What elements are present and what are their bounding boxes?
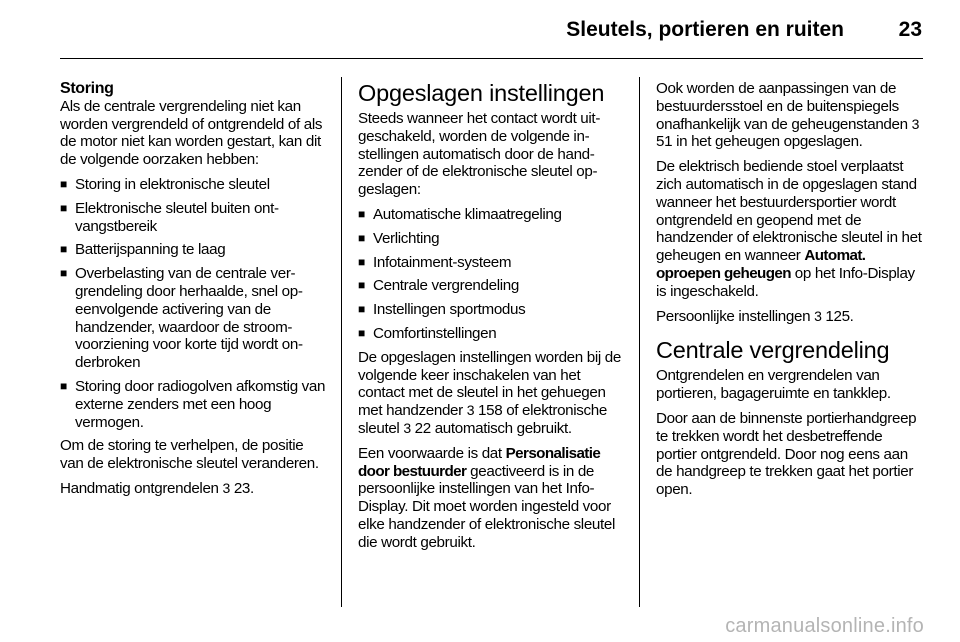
bullet-icon: ■: [358, 302, 365, 317]
page-number: 23: [898, 18, 922, 41]
list-item: [358, 206, 624, 224]
saved-settings-list: [358, 206, 624, 343]
list-item: [60, 378, 326, 431]
saved-settings-intro: Steeds wanneer het contact wordt uitgeschakeld, worden de volgende instellingen automatisch door de handzender of de elektronische sleutel opgeslagen:: [358, 110, 601, 199]
page-reference-number[interactable]: 125.: [825, 307, 854, 325]
bullet-icon: ■: [358, 254, 365, 269]
column-1: [60, 80, 326, 505]
list-item-text: Verlichting: [373, 229, 440, 247]
saved-settings-usage: De opgeslagen instellingen worden bij de volgende keer inschakelen van het contact met de sleutel in het gehuegen met handzender 3 158 of elektronische sleutel 3 22 automatisch gebruikt.: [358, 348, 621, 437]
page-reference-icon: 3: [222, 479, 230, 496]
page-reference-icon: 3: [403, 419, 411, 436]
saved-settings-heading: Opgeslagen instellingen: [358, 80, 605, 106]
bullet-icon: ■: [60, 176, 67, 191]
list-item: [60, 241, 326, 259]
watermark: carmanualsonline.info: [725, 615, 924, 637]
list-item-text: Elektronische sleutel buiten ontvangstbereik: [75, 199, 280, 235]
door-handle-info: Door aan de binnenste portierhandgreep te trekken wordt het desbetreffende portier ontgrendeld. Door nog eens aan de handgreep te trekken gaat het portier open.: [656, 409, 917, 499]
bullet-icon: ■: [358, 325, 365, 340]
list-item-text: Centrale vergrendeling: [373, 277, 519, 295]
bullet-icon: ■: [60, 200, 67, 215]
bullet-icon: ■: [60, 266, 67, 281]
storing-remedy: Om de storing te verhelpen, de positie van de elektronische sleutel veranderen.: [60, 437, 319, 473]
list-item-text: Storing in elektronische sleutel: [75, 175, 270, 193]
list-item-text: Comfortinstellingen: [373, 324, 497, 342]
column-3: [656, 80, 922, 506]
page-reference-icon: 3: [911, 115, 920, 132]
bullet-icon: ■: [358, 230, 365, 245]
list-item-text: Batterijspanning te laag: [75, 241, 226, 259]
storing-heading: Storing: [60, 80, 114, 97]
header-title: Sleutels, portieren en ruiten: [566, 18, 844, 41]
bullet-icon: ■: [60, 378, 67, 393]
list-item-text: Automatische klimaatregeling: [373, 205, 562, 223]
page-reference-number[interactable]: 158: [478, 402, 503, 420]
column-2: [358, 80, 624, 559]
list-item-text: Infotainment-systeem: [373, 253, 512, 271]
list-item-text: Storing door radiogolven afkomstig van externe zenders met een hoog vermogen.: [75, 377, 326, 431]
page-reference-number[interactable]: 22: [414, 419, 431, 437]
seat-mirror-memory: Ook worden de aanpassingen van de bestuurdersstoel en de buitenspiegels onafhankelijk van de geheugenstanden 3 51 in het geheugen opgeslagen.: [656, 80, 920, 151]
list-item-text: Overbelasting van de centrale vergrendeling door herhaalde, snel opeenvolgende activering van de handzender, waardoor de stroomvoorziening voor korte tijd wordt onderbroken: [75, 265, 303, 372]
bullet-icon: ■: [60, 242, 67, 257]
column-divider-2: [639, 77, 640, 607]
menu-term-personalisatie: Personalisatie door bestuurder: [358, 444, 601, 480]
page-reference-number[interactable]: 51: [656, 133, 673, 151]
list-item: [60, 265, 326, 372]
list-item: [358, 254, 624, 272]
manual-unlock-reference: Handmatig ontgrendelen 3 23.: [60, 479, 254, 497]
header-divider: [60, 58, 923, 59]
storing-cause-list: [60, 176, 326, 431]
list-item-text: Instellingen sportmodus: [373, 301, 526, 319]
storing-intro: Als de centrale vergrendeling niet kan worden vergrendeld of ontgrendeld of als de motor niet kan worden gestart, kan dit de volgende oorzaken hebben:: [60, 97, 323, 169]
menu-term-automat: Automat. oproepen geheugen: [656, 247, 866, 282]
central-locking-heading: Centrale vergrendeling: [656, 337, 890, 364]
central-locking-intro: Ontgrendelen en vergrendelen van portieren, bagageruimte en tankklep.: [656, 367, 891, 403]
page-reference-icon: 3: [466, 402, 475, 419]
seat-auto-position: De elektrisch bediende stoel verplaatst zich automatisch in de opgeslagen stand wanneer het bestuurdersportier wordt ontgrendeld en geopend met de handzender of elektronische sleutel in het geheugen en wanneer Automat. oproepen geheugen op het Info-Display is ingeschakeld.: [656, 158, 922, 300]
column-divider-1: [341, 77, 342, 607]
bullet-icon: ■: [358, 278, 365, 293]
list-item: [358, 277, 624, 295]
list-item: [358, 230, 624, 248]
page-reference-icon: 3: [814, 307, 822, 324]
bullet-icon: ■: [358, 206, 365, 221]
list-item: [60, 176, 326, 194]
personal-settings-reference: Persoonlijke instellingen 3 125.: [656, 307, 854, 325]
list-item: [60, 200, 326, 236]
list-item: [358, 301, 624, 319]
page-reference-number[interactable]: 23.: [233, 479, 254, 497]
list-item: [358, 325, 624, 343]
saved-settings-condition: Een voorwaarde is dat Personalisatie door bestuurder geactiveerd is in de persoonlijke instellingen van het Info-Display. Dit moet worden ingesteld voor elke handzender of elektronische sleutel die wordt gebruikt.: [358, 444, 616, 551]
